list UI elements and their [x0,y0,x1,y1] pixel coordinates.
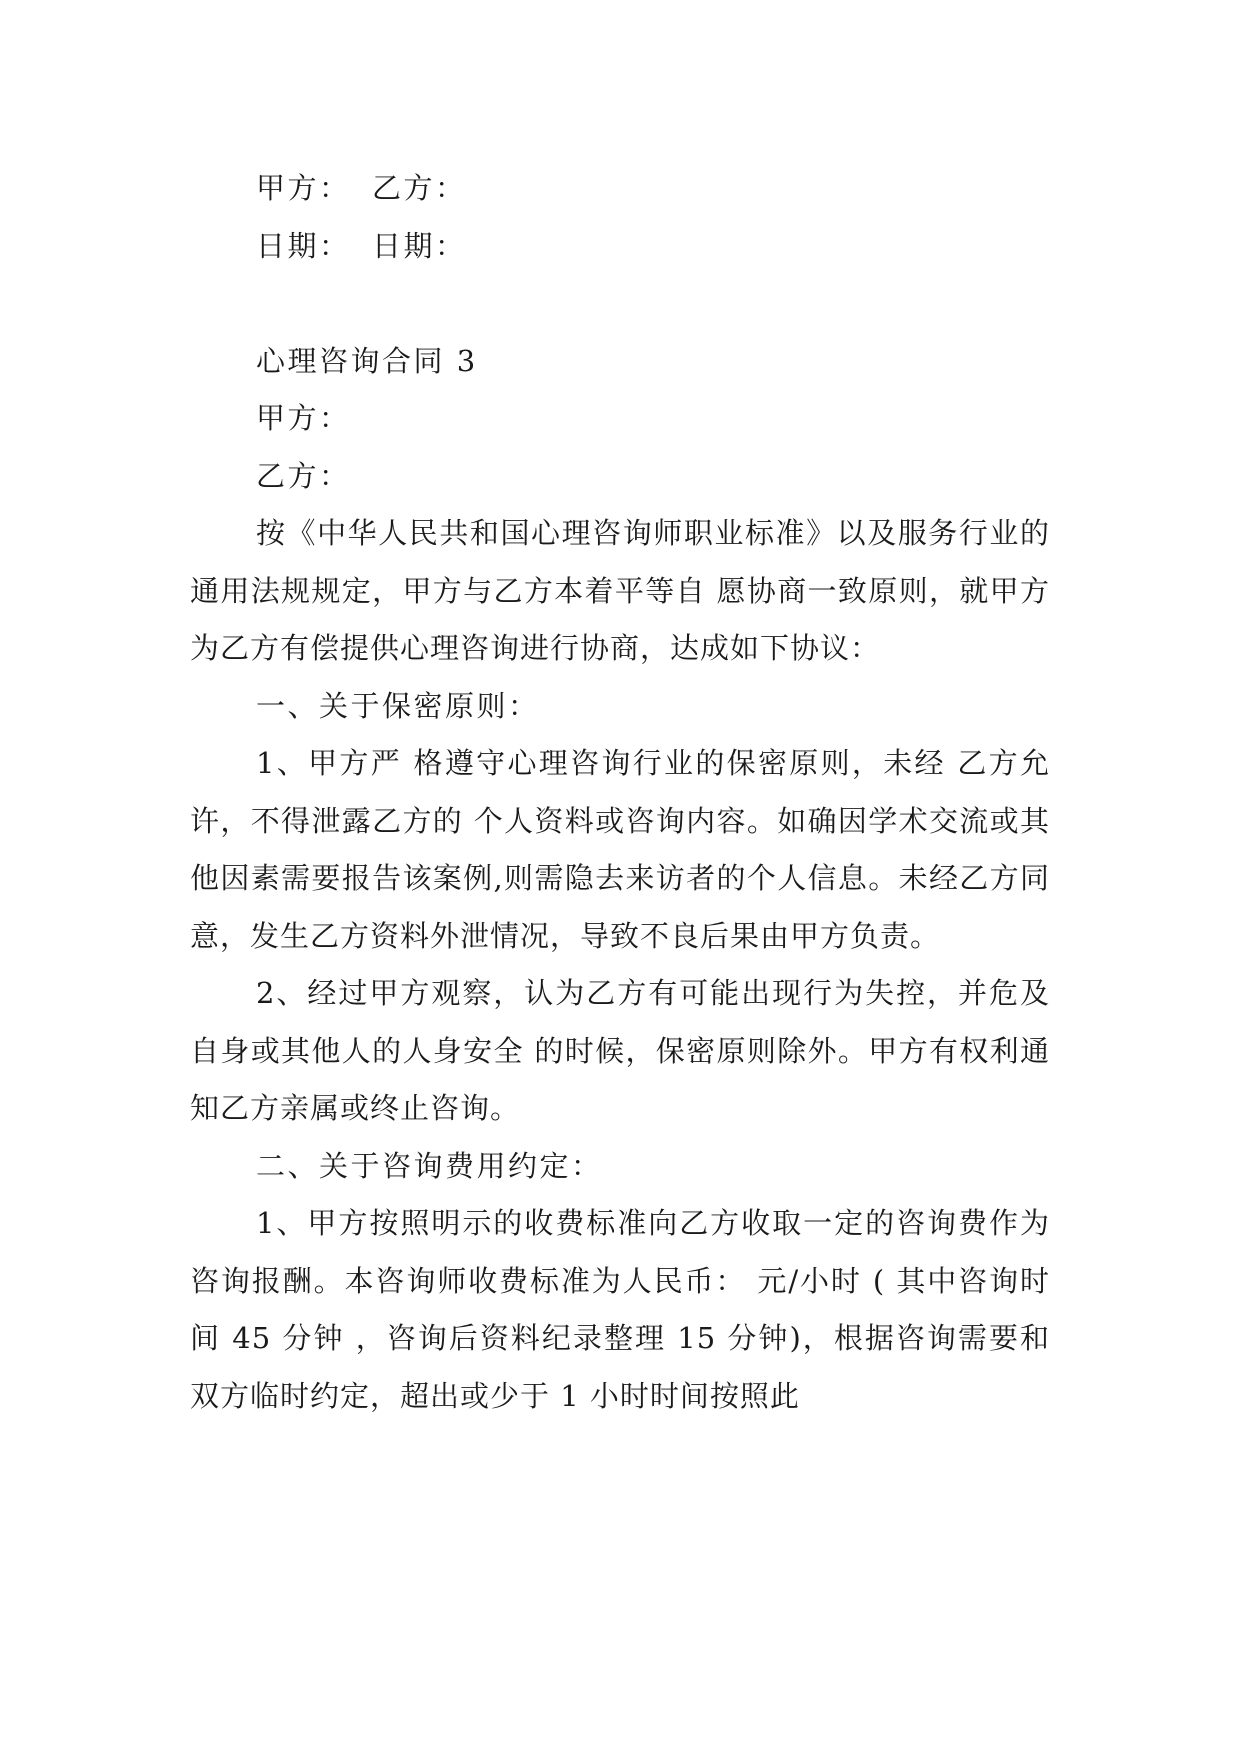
preamble-paragraph: 按《中华人民共和国心理咨询师职业标准》以及服务行业的通用法规规定，甲方与乙方本着平等自 愿协商一致原则，就甲方为乙方有偿提供心理咨询进行协商，达成如下协议： [190,516,1050,665]
signature-row-dates [190,218,1050,276]
contract-title: 心理咨询合同 3 [256,343,478,378]
party-b-line: 乙方： [256,458,351,493]
blank-line [190,275,1050,333]
date-a-label: 日期： [256,228,351,263]
party-a-line: 甲方： [256,401,351,435]
section-1-item-2: 2、经过甲方观察，认为乙方有可能出现行为失控，并危及自身或其他人的人身安全 的时候，保密原则除外。甲方有权利通知乙方亲属或终止咨询。 [190,976,1050,1125]
signature-row-parties [190,160,1050,218]
party-b-signature-label: 乙方： [372,171,467,205]
date-b-label: 日期： [372,228,467,263]
section-2-item-1: 1、甲方按照明示的收费标准向乙方收取一定的咨询费作为咨询报酬。本咨询师收费标准为人民币： 元/小时 ( 其中咨询时间 45 分钟 ，咨询后资料纪录整理 15 分钟)，根据咨询需要和双方临时约定，超出或少于 1 小时时间按照此 [190,1206,1050,1413]
party-a-signature-label: 甲方： [256,171,351,205]
document-body [190,160,1050,1425]
section-2-heading: 二、关于咨询费用约定： [256,1148,603,1183]
section-1-heading: 一、关于保密原则： [256,688,540,723]
section-1-item-1: 1、甲方严 格遵守心理咨询行业的保密原则，未经 乙方允许，不得泄露乙方的 个人资料或咨询内容。如确因学术交流或其他因素需要报告该案例,则需隐去来访者的个人信息。未经乙方同意，发生乙方资料外泄情况，导致不良后果由甲方负责。 [190,746,1050,953]
